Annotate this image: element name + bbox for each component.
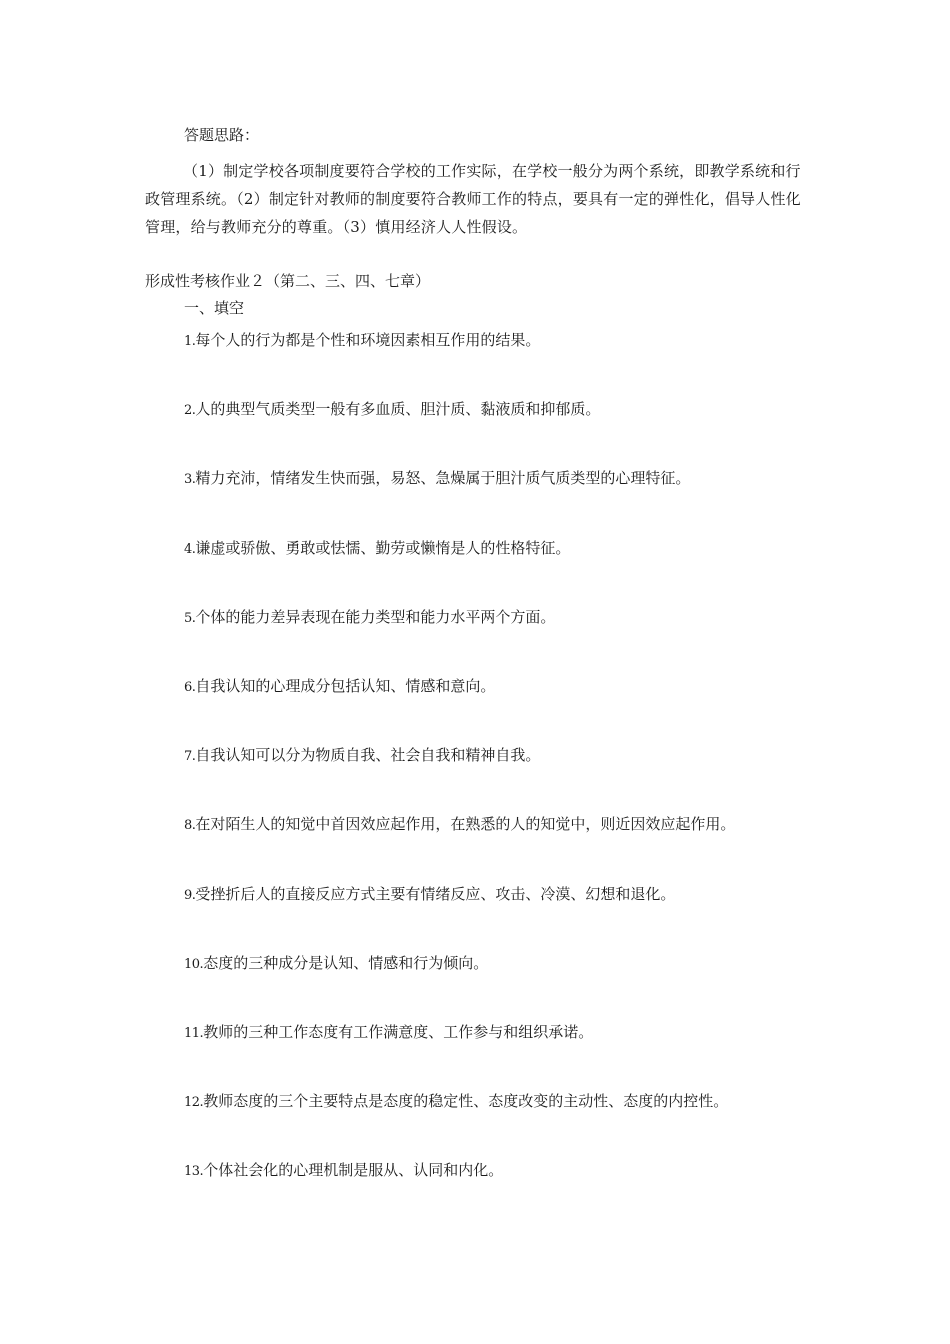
- list-item: [184, 329, 735, 398]
- item-number: 3.: [184, 472, 196, 488]
- list-item: [184, 1159, 735, 1228]
- list-item: [184, 1021, 735, 1090]
- item-number: 7.: [184, 749, 196, 765]
- section-title: 一、填空: [184, 299, 245, 317]
- list-item: [184, 398, 735, 467]
- list-item: [184, 952, 735, 1021]
- list-item: [184, 883, 735, 952]
- item-text: 谦虚或骄傲、勇敢或怯懦、勤劳或懒惰是人的性格特征。: [195, 538, 571, 557]
- list-item: [184, 467, 735, 536]
- item-number: 5.: [184, 610, 196, 626]
- item-text: 个体的能力差异表现在能力类型和能力水平两个方面。: [195, 607, 556, 626]
- list-item: [184, 675, 735, 744]
- item-text: 每个人的行为都是个性和环境因素相互作用的结果。: [195, 331, 541, 349]
- list-item: [184, 606, 735, 675]
- item-text: 受挫折后人的直接反应方式主要有情绪反应、攻击、冷漠、幻想和退化。: [195, 884, 676, 903]
- homework-title: 形成性考核作业２（第二、三、四、七章）: [145, 272, 431, 290]
- item-text: 自我认知可以分为物质自我、社会自我和精神自我。: [195, 746, 541, 765]
- item-text: 在对陌生人的知觉中首因效应起作用，在熟悉的人的知觉中，则近因效应起作用。: [195, 815, 736, 834]
- item-text: 个体社会化的心理机制是服从、认同和内化。: [203, 1161, 504, 1180]
- item-number: 1.: [184, 334, 196, 349]
- item-number: 10.: [184, 956, 204, 972]
- item-number: 8.: [184, 818, 196, 834]
- list-item: [184, 813, 735, 882]
- item-number: 2.: [184, 403, 196, 419]
- item-number: 11.: [184, 1025, 204, 1041]
- item-text: 人的典型气质类型一般有多血质、胆汁质、黏液质和抑郁质。: [195, 400, 601, 419]
- item-text: 精力充沛，情绪发生快而强，易怒、急燥属于胆汁质气质类型的心理特征。: [195, 469, 691, 488]
- answer-heading: 答题思路：: [184, 126, 260, 144]
- answer-paragraph: （1）制定学校各项制度要符合学校的工作实际，在学校一般分为两个系统，即教学系统和行政管理系统。（2）制定针对教师的制度要符合教师工作的特点，要具有一定的弹性化，倡导人性化管理，给与教师充分的尊重。（3）慎用经济人人性假设。: [145, 162, 801, 236]
- item-text: 态度的三种成分是认知、情感和行为倾向。: [203, 953, 489, 972]
- item-number: 13.: [184, 1164, 204, 1180]
- item-text: 教师态度的三个主要特点是态度的稳定性、态度改变的主动性、态度的内控性。: [203, 1092, 729, 1111]
- item-text: 教师的三种工作态度有工作满意度、工作参与和组织承诺。: [203, 1022, 594, 1041]
- item-number: 4.: [184, 541, 196, 557]
- item-text: 自我认知的心理成分包括认知、情感和意向。: [195, 676, 496, 695]
- item-number: 12.: [184, 1095, 204, 1111]
- list-item: [184, 744, 735, 813]
- item-number: 6.: [184, 679, 196, 695]
- list-item: [184, 1090, 735, 1159]
- list-item: [184, 537, 735, 606]
- fill-in-list: [184, 329, 735, 1228]
- item-number: 9.: [184, 887, 196, 903]
